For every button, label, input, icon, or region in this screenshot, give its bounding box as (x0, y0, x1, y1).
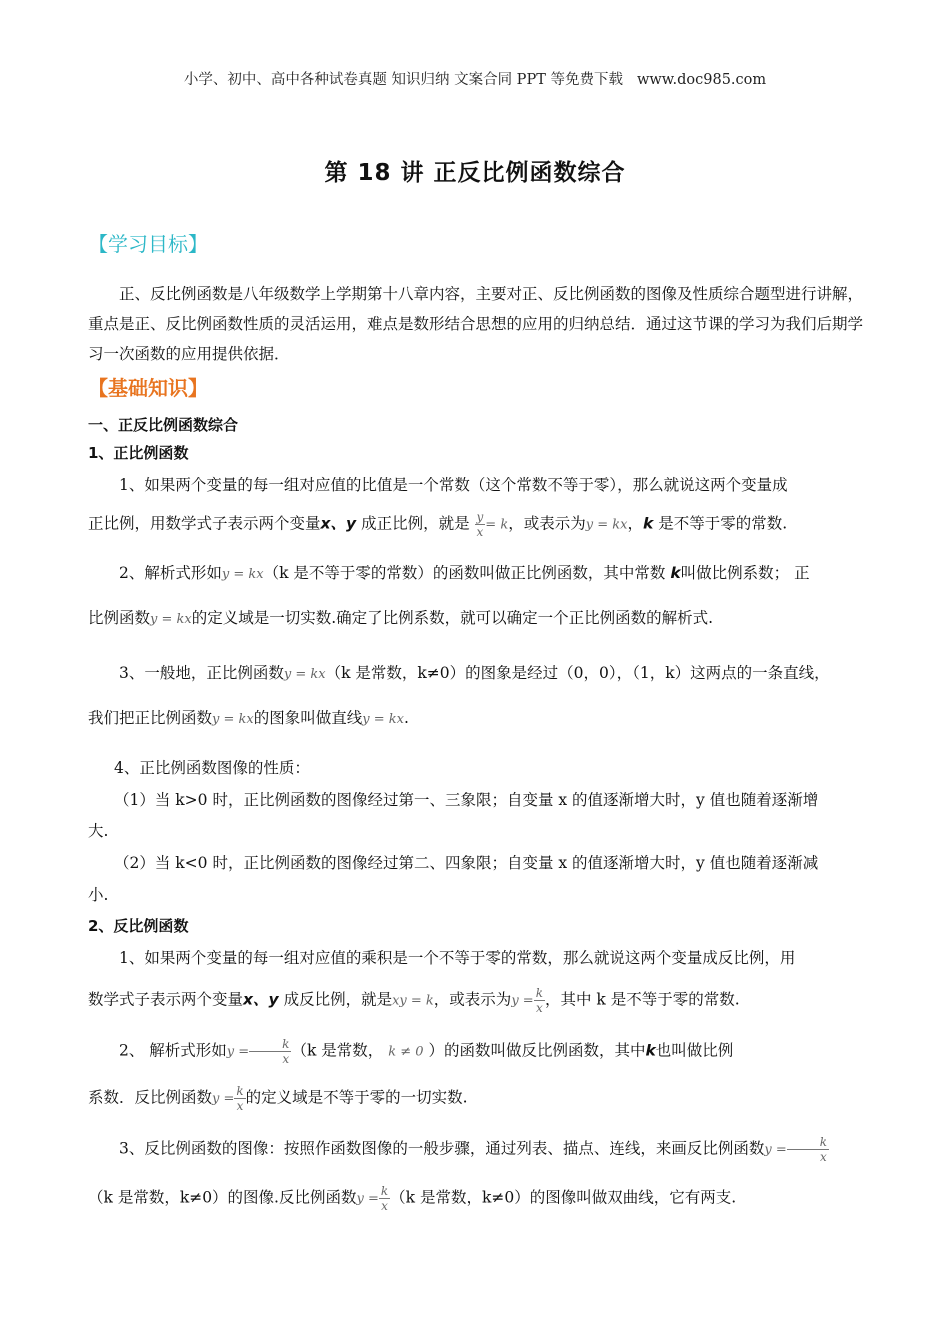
formula-y-kx: y = kx (362, 712, 404, 727)
text: 2、 解析式形如 (119, 1041, 227, 1060)
numerator: k (787, 1135, 829, 1150)
k-var: k (642, 514, 654, 533)
text: ，或表示为 (508, 514, 586, 533)
sub2-heading: 2、反比例函数 (88, 917, 189, 935)
text: 系数．反比例函数 (88, 1088, 213, 1107)
k-var: k (670, 564, 681, 582)
numerator: k (236, 1084, 244, 1098)
text: 数学式子表示两个变量 (88, 990, 244, 1009)
denominator: x (381, 1199, 388, 1213)
numerator: k (249, 1037, 291, 1052)
denominator: x (820, 1150, 827, 1164)
direct-p4-1-line2: 大. (88, 822, 109, 840)
inverse-p2-line1 (88, 1037, 878, 1066)
text: （k 是常数，k≠0）的图像.反比例函数 (88, 1188, 357, 1207)
eq-k: = k (485, 517, 509, 533)
formula-xy-k: xy = k (392, 993, 434, 1009)
inverse-p1-line2 (88, 986, 878, 1015)
numerator: k (535, 986, 543, 1000)
y-eq: y = (764, 1142, 787, 1158)
text: ，或表示为 (433, 990, 512, 1009)
inverse-p3-line2 (88, 1184, 878, 1213)
page-title: 第 18 讲 正反比例函数综合 (324, 160, 626, 186)
formula-y-kx: y = kx (150, 612, 192, 627)
k-neq-0: k ≠ 0 (388, 1044, 424, 1060)
y-eq: y = (226, 1044, 250, 1060)
text: 3、反比例函数的图像：按照作函数图像的一般步骤，通过列表、描点、连线，来画反比例函数 (119, 1139, 765, 1158)
fraction-k-over-x (379, 1184, 390, 1213)
text: 我们把正比例函数 (88, 709, 213, 727)
basics-heading: 【基础知识】 (88, 376, 208, 400)
direct-p3-line1 (88, 661, 878, 683)
text: （k 是不等于零的常数）的函数叫做正比例函数，其中常数 (263, 564, 666, 582)
text: 3、一般地，正比例函数 (119, 664, 284, 682)
xy-vars: x、y (243, 990, 279, 1009)
denominator: x (282, 1052, 290, 1066)
y-eq: y = (356, 1191, 379, 1207)
direct-p4-heading: 4、正比例函数图像的性质： (114, 759, 310, 777)
text: 成反比例，就是 (283, 990, 393, 1009)
text: 也叫做比例 (655, 1041, 734, 1060)
header-url[interactable]: www.doc985.com (636, 72, 767, 88)
inverse-p3-line1 (88, 1135, 878, 1164)
numerator: k (380, 1184, 389, 1198)
formula-y-kx: y = kx (212, 712, 254, 727)
direct-p3-line2 (88, 706, 878, 728)
direct-p1-line2: 正比例，用数学式子表示两个变量x、y 成正比例，就是 $\frac{y}{x}$ = k，或表示为y = kx，k 是不等于零的常数. (88, 510, 788, 539)
direct-p2-line1 (88, 561, 878, 583)
denominator: x (476, 525, 484, 539)
text: 比例函数 (88, 609, 151, 627)
formula-y-kx: y = kx (585, 517, 628, 533)
fraction-k-over-x (249, 1037, 291, 1066)
direct-p4-1-line1: （1）当 k>0 时，正比例函数的图像经过第一、三象限；自变量 x 的值逐渐增大时，y 值也随着逐渐增 (114, 791, 819, 809)
text: （k 是常数，k≠0）的图象是经过（0，0），（1，k）这两点的一条直线， (325, 664, 830, 682)
goals-body: 正、反比例函数是八年级数学上学期第十八章内容，主要对正、反比例函数的图像及性质综合题型进行讲解，重点是正、反比例函数性质的灵活运用，难点是数形结合思想的应用的归纳总结．通过这节课的学习为我们后期学习一次函数的应用提供依据． (88, 285, 864, 363)
text: 的定义域是一切实数.确定了比例系数，就可以确定一个正比例函数的解析式. (191, 609, 714, 627)
text: ，其中 k 是不等于零的常数. (544, 990, 740, 1009)
y-eq: y = (212, 1091, 235, 1107)
fraction-k-over-x (534, 986, 545, 1015)
text: 正比例，用数学式子表示两个变量 (88, 514, 321, 533)
text: 的图象叫做直线 (253, 709, 363, 727)
formula-y-kx: y = kx (221, 567, 264, 582)
direct-p1-line1: 1、如果两个变量的每一组对应值的比值是一个常数（这个常数不等于零），那么就说这两个变量成 (119, 476, 788, 494)
denominator: x (236, 1099, 244, 1113)
goals-heading: 【学习目标】 (88, 232, 208, 256)
denominator: x (535, 1001, 543, 1015)
inverse-p1-line1: 1、如果两个变量的每一组对应值的乘积是一个不等于零的常数，那么就说这两个变量成反比例，用 (119, 949, 796, 967)
text: 是不等于零的常数. (658, 514, 788, 533)
text: 的定义域是不等于零的一切实数. (245, 1088, 468, 1107)
direct-p4-2-line2: 小. (88, 886, 109, 904)
header-text: 小学、初中、高中各种试卷真题 知识归纳 文案合同 PPT 等免费下载 (183, 72, 623, 88)
text: 成正比例，就是 (361, 514, 470, 533)
xy-vars: x、y (320, 514, 357, 533)
formula-y-kx: y = kx (283, 667, 326, 682)
text: 2、解析式形如 (119, 564, 222, 582)
inverse-p2-line2 (88, 1084, 878, 1113)
text: . (403, 709, 409, 727)
numerator: y (476, 510, 484, 524)
text: ）的函数叫做反比例函数，其中 (428, 1041, 646, 1060)
y-eq: y = (511, 993, 534, 1009)
section1-heading: 一、正反比例函数综合 (88, 416, 239, 434)
fraction-k-over-x (787, 1135, 829, 1164)
k-var: k (645, 1041, 656, 1060)
direct-p2-line2 (88, 606, 878, 628)
fraction-k-over-x (234, 1084, 245, 1113)
direct-p4-2-line1: （2）当 k<0 时，正比例函数的图像经过第二、四象限；自变量 x 的值逐渐增大时，y 值也随着逐渐减 (114, 854, 819, 872)
fraction-y-over-x (475, 510, 486, 539)
text: 叫做比例系数； 正 (680, 564, 810, 582)
page-header (0, 68, 950, 89)
text: （k 是常数，k≠0）的图像叫做双曲线，它有两支. (390, 1188, 737, 1207)
text: （k 是常数， (291, 1041, 384, 1060)
sub1-heading: 1、正比例函数 (88, 444, 189, 462)
